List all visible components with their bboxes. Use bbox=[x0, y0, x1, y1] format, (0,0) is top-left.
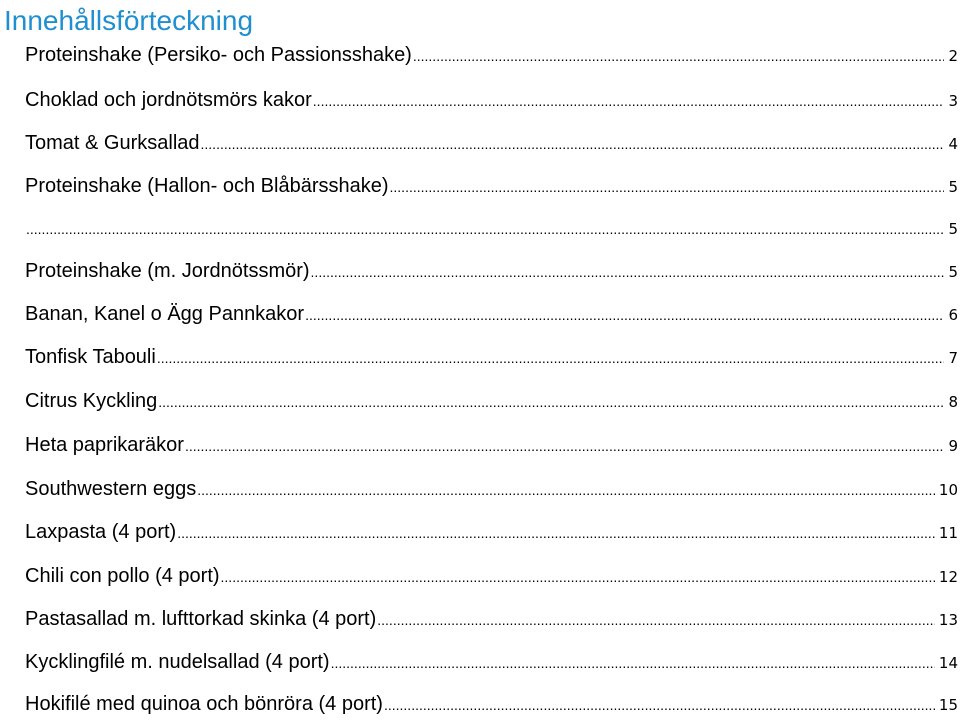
toc-page-number: 4 bbox=[948, 135, 958, 153]
toc-dot-leader bbox=[413, 41, 944, 71]
toc-entry-title: Choklad och jordnötsmörs kakor bbox=[25, 89, 312, 111]
toc-dot-leader bbox=[305, 300, 944, 330]
toc-entry[interactable] bbox=[25, 40, 960, 70]
toc-page-number: 5 bbox=[948, 220, 958, 238]
toc-entry-title: Citrus Kyckling bbox=[25, 390, 158, 412]
toc-entry[interactable] bbox=[25, 689, 960, 719]
toc-dot-leader bbox=[158, 387, 944, 417]
toc-page-number: 13 bbox=[938, 611, 958, 629]
toc-page-number: 5 bbox=[948, 263, 958, 281]
toc-entry[interactable] bbox=[25, 386, 960, 416]
toc-page-number: 9 bbox=[948, 437, 958, 455]
toc-entry[interactable] bbox=[25, 561, 960, 591]
toc-page-number: 8 bbox=[948, 393, 958, 411]
toc-dot-leader bbox=[313, 86, 944, 116]
toc-page-number: 15 bbox=[938, 696, 958, 714]
toc-title: Innehållsförteckning bbox=[4, 5, 254, 36]
toc-entry-title: Southwestern eggs bbox=[25, 478, 197, 500]
toc-page-number: 3 bbox=[948, 92, 958, 110]
toc-entry-title: Heta paprikaräkor bbox=[25, 434, 184, 456]
toc-page-number: 12 bbox=[938, 568, 958, 586]
toc-dot-leader bbox=[201, 129, 944, 159]
toc-entry[interactable] bbox=[25, 604, 960, 634]
toc-entry[interactable] bbox=[25, 85, 960, 115]
toc-page-number: 10 bbox=[938, 481, 958, 499]
toc-dot-leader bbox=[331, 648, 935, 678]
toc-entry[interactable] bbox=[25, 214, 960, 244]
toc-dot-leader bbox=[177, 518, 935, 548]
toc-entry-title: Tomat & Gurksallad bbox=[25, 132, 200, 154]
toc-page-number: 7 bbox=[948, 349, 958, 367]
toc-entry-title: Proteinshake (m. Jordnötssmör) bbox=[25, 260, 310, 282]
toc-entry[interactable] bbox=[25, 128, 960, 158]
toc-page-number: 2 bbox=[948, 47, 958, 65]
toc-entry-title: Pastasallad m. lufttorkad skinka (4 port) bbox=[25, 608, 377, 630]
toc-dot-leader bbox=[377, 605, 935, 635]
toc-entry-title: Tonfisk Tabouli bbox=[25, 346, 156, 368]
toc-entry-title: Chili con pollo (4 port) bbox=[25, 565, 220, 587]
toc-page-number: 5 bbox=[948, 178, 958, 196]
toc-entry[interactable] bbox=[25, 517, 960, 547]
toc-entry[interactable] bbox=[25, 430, 960, 460]
toc-dot-leader bbox=[197, 475, 935, 505]
toc-entry[interactable] bbox=[25, 299, 960, 329]
toc-dot-leader bbox=[221, 562, 935, 592]
toc-page-number: 11 bbox=[938, 524, 958, 542]
toc-entry[interactable] bbox=[25, 171, 960, 201]
toc-dot-leader bbox=[311, 257, 944, 287]
toc-page-number: 6 bbox=[948, 306, 958, 324]
toc-dot-leader bbox=[390, 172, 944, 202]
toc-dot-leader bbox=[384, 690, 935, 720]
toc-dot-leader bbox=[185, 431, 944, 461]
toc-page-number: 14 bbox=[938, 654, 958, 672]
toc-entry[interactable] bbox=[25, 256, 960, 286]
toc-entry[interactable] bbox=[25, 474, 960, 504]
toc-entry[interactable] bbox=[25, 342, 960, 372]
toc-dot-leader bbox=[26, 214, 944, 244]
toc-dot-leader bbox=[157, 343, 944, 373]
toc-entry-title: Proteinshake (Persiko- och Passionsshake) bbox=[25, 44, 412, 66]
toc-entry[interactable] bbox=[25, 647, 960, 677]
toc-entry-title: Kycklingfilé m. nudelsallad (4 port) bbox=[25, 651, 330, 673]
toc-entry-title: Banan, Kanel o Ägg Pannkakor bbox=[25, 303, 305, 325]
toc-entry-title: Hokifilé med quinoa och bönröra (4 port) bbox=[25, 693, 383, 715]
toc-entry-title: Proteinshake (Hallon- och Blåbärsshake) bbox=[25, 175, 389, 197]
toc-entry-title: Laxpasta (4 port) bbox=[25, 521, 177, 543]
